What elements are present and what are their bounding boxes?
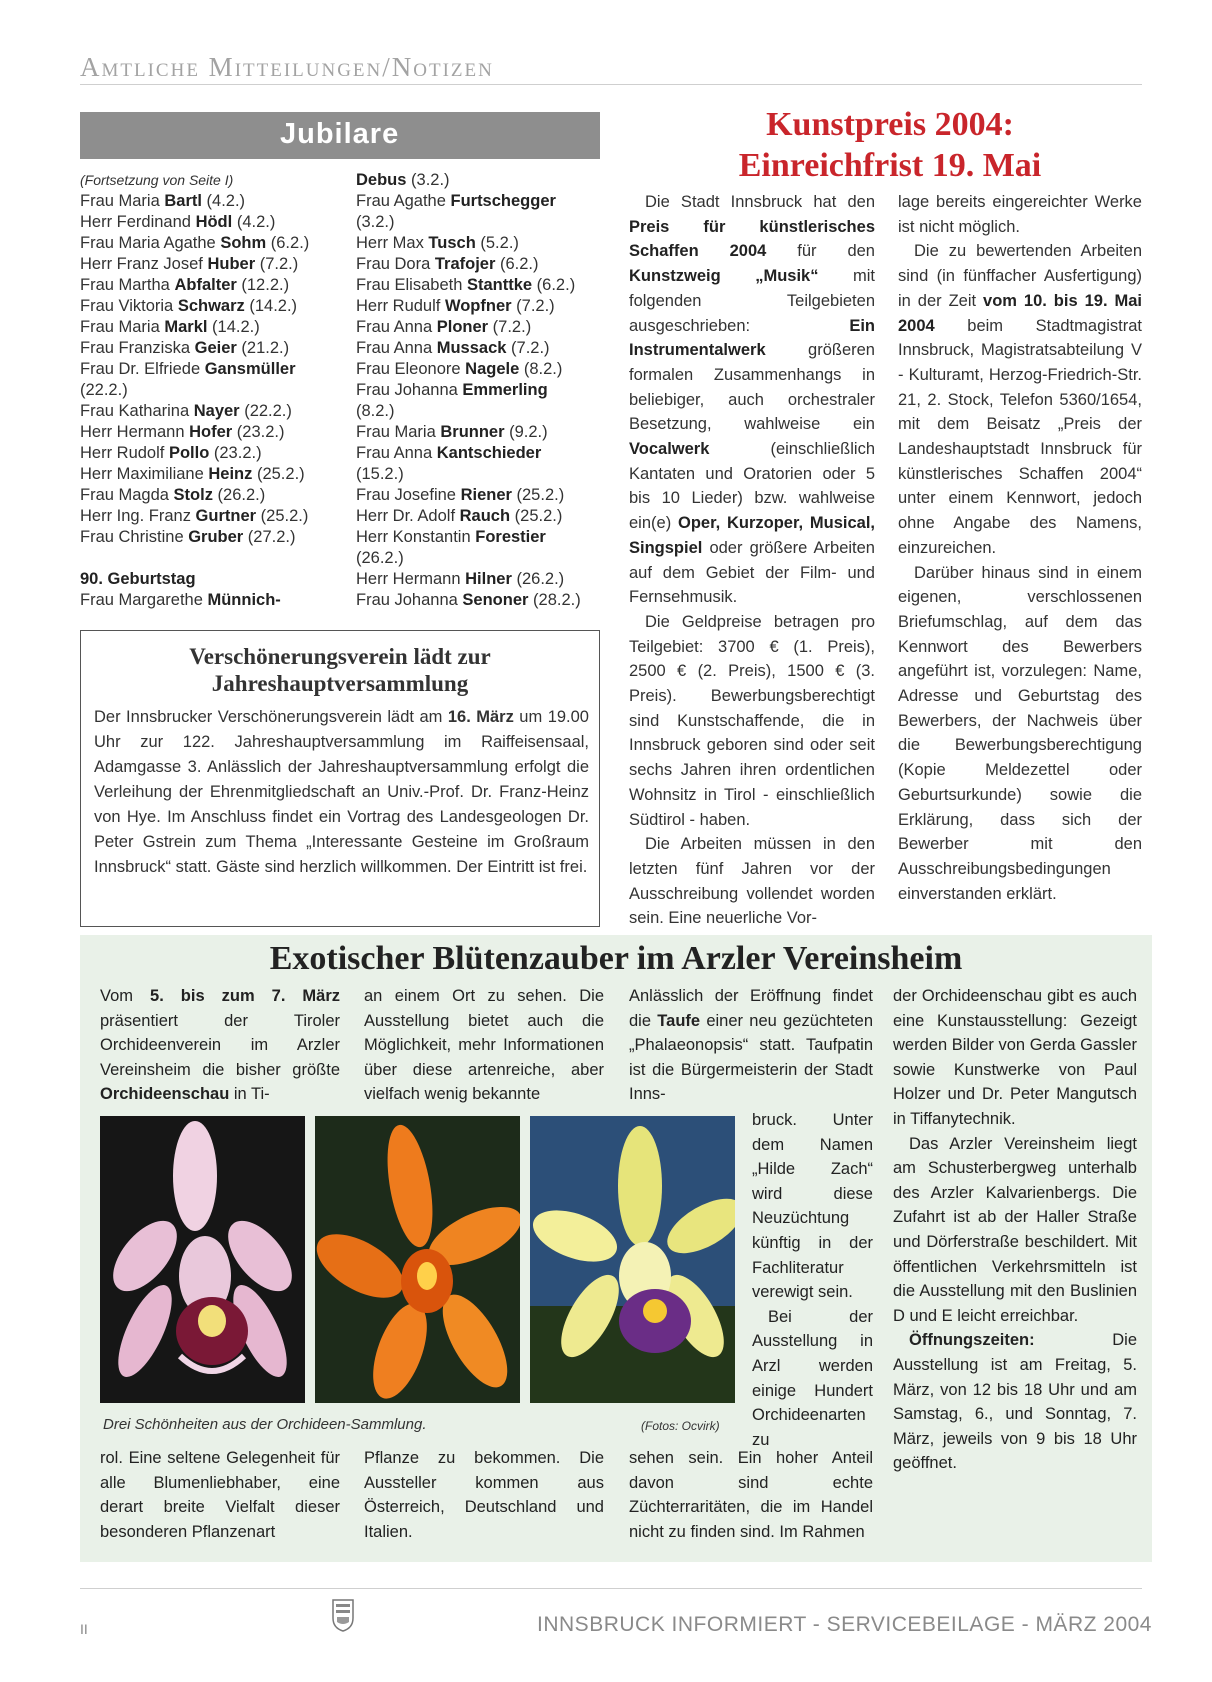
emphasis-text: Oper, Kurzoper, Musical, Singspiel (629, 514, 875, 557)
kunstpreis-column-1 (629, 190, 875, 931)
jubilar-surname: Mussack (436, 339, 507, 357)
orchid-text-col3-top (629, 984, 873, 1107)
jubilare-title: Jubilare (280, 118, 400, 150)
jubilar-entry: Herr Maximiliane Heinz (25.2.) (80, 465, 305, 483)
jubilar-surname: Kantschieder (436, 444, 542, 462)
jubilar-entry: Frau Maria Bartl (4.2.) (80, 192, 246, 210)
verein-title-line1: Verschönerungsverein lädt zur (189, 644, 491, 669)
jubilar-entry: Herr Ing. Franz Gurtner (25.2.) (80, 507, 309, 525)
kunstpreis-title-line2: Einreichfrist 19. Mai (738, 147, 1042, 184)
emphasis-text: Preis für künstlerisches Schaffen 2004 (629, 217, 875, 261)
jubilar-surname: Gruber (188, 528, 244, 546)
jubilar-entry: Herr Rudolf Pollo (23.2.) (80, 444, 262, 462)
jubilar-entry: Herr Dr. Adolf Rauch (25.2.) (356, 507, 563, 525)
orchid-photo-orange (315, 1116, 520, 1403)
jubilar-entry: Herr Rudulf Wopfner (7.2.) (356, 297, 555, 315)
kunstpreis-paragraph-6: Darüber hinaus sind in einem eigenen, verschlossenen Briefumschlag, auf dem das Kennwort des Bewerbers angeführt ist, vorzulegen: Name, Adresse und Geburtstag des Bewerbers, der Nachweis über die Bewerbungsberechtigung (Kopie Meldezettel oder Geburtsurkunde) sowie die Erklärung, dass sich der Bewerber mit den Ausschreibungsbedingungen einverstanden erklärt. (898, 563, 1142, 903)
jubilar-surname: Stanttke (466, 276, 533, 294)
body-text: Die zu bewertenden Arbeiten sind (in fünffacher Ausfertigung) in der Zeit (898, 242, 1142, 310)
photo-caption: Drei Schönheiten aus der Orchideen-Sammlung. (103, 1416, 427, 1433)
jubilar-entry: Frau Johanna Senoner (28.2.) (356, 591, 581, 609)
jubilar-surname: Abfalter (174, 276, 237, 294)
orchid-text-col2-top: an einem Ort zu sehen. Die Ausstellung bietet auch die Möglichkeit, mehr Informationen über diese artenreiche, aber vielfach wenig bekannte (364, 987, 604, 1104)
jubilar-surname: Hofer (189, 423, 233, 441)
jubilar-surname: Emmerling (462, 381, 548, 399)
jubilar-surname: Stolz (173, 486, 213, 504)
verein-body-a: Der Innsbrucker Verschönerungsverein lädt am (94, 708, 448, 726)
kunstpreis-column-2 (898, 190, 1142, 906)
verein-body-c: um 19.00 Uhr zur 122. Jahreshauptversammlung im Raiffeisensaal, Adamgasse 3. Anlässlich der Jahreshauptversammlung erfolgt die Verleihung der Ehrenmitgliedschaft an Univ.-Prof. Dr. Franz-Heinz von Hye. Im Anschluss findet ein Vortrag des Landesgeologen Dr. Peter Gstrein zum Thema „Interessante Gesteine im Großraum Innsbruck“ statt. Gäste sind herzlich willkommen. Der Eintritt ist frei. (94, 708, 589, 876)
jubilar-entry: Frau Magda Stolz (26.2.) (80, 486, 266, 504)
jubilar-surname: Ploner (436, 318, 489, 336)
jubilar-entry: Frau Martha Abfalter (12.2.) (80, 276, 290, 294)
jubilar-entry: Frau Christine Gruber (27.2.) (80, 528, 296, 546)
photo-credit: (Fotos: Ocvirk) (641, 1419, 720, 1433)
jubilar-entry: Herr Franz Josef Huber (7.2.) (80, 255, 299, 273)
jubilar-surname: Brunner (440, 423, 505, 441)
body-text: Anlässlich der Eröffnung findet die (629, 987, 873, 1030)
jubilar-surname: Huber (207, 255, 256, 273)
body-text: Vom (100, 987, 151, 1005)
orchid-hilde-zach-paragraph: bruck. Unter dem Namen „Hilde Zach“ wird diese Neuzüchtung künftig in der Fachliteratur verewigt sein. (752, 1111, 873, 1302)
emphasis-text: vom 10. bis 19. Mai 2004 (898, 291, 1142, 335)
verein-body (94, 705, 589, 880)
jubilar-entry: Frau Anna Mussack (7.2.) (356, 339, 550, 357)
jubilar-entry: (22.2.) (80, 381, 128, 399)
jubilar-entry: (26.2.) (356, 549, 404, 567)
orchid-text-col1-bottom: rol. Eine seltene Gelegenheit für alle Blumenliebhaber, eine derart breite Vielfalt dieser besonderen Pflanzenart (100, 1449, 340, 1541)
jubilar-surname: Tusch (428, 234, 476, 252)
city-crest-icon (331, 1598, 355, 1632)
orchid-kunstausstellung-paragraph: der Orchideenschau gibt es auch eine Kunstausstellung: Gezeigt werden Bilder von Gerda Gassler sowie Kunstwerke von Paul Holzer und Dr. Peter Mangutsch in Tiffanytechnik. (893, 987, 1137, 1128)
jubilar-entry: (3.2.) (356, 213, 395, 231)
jubilar-entry: Frau Franziska Geier (21.2.) (80, 339, 290, 357)
emphasis-text: Kunstzweig „Musik“ (629, 267, 819, 286)
verein-box (80, 630, 600, 927)
orchid-anfahrt-paragraph: Das Arzler Vereinsheim liegt am Schusterbergweg unterhalb des Arzler Kalvarienbergs. Die Zufahrt ist ab der Haller Straße und Dörferstraße beschildert. Mit öffentlichen Verkehrsmitteln ist die Ausstellung mit den Buslinien D und E leicht erreichbar. (893, 1134, 1137, 1325)
body-text: präsentiert der Tiroler Orchideenverein im Arzler Vereinsheim die bisher größte (100, 1011, 340, 1079)
jubilar-surname: Hilner (465, 570, 512, 588)
orchid-ausstellung-paragraph: Bei der Ausstellung in Arzl werden einige Hundert Orchideenarten zu (752, 1307, 873, 1449)
orchid-oeffnungszeiten-paragraph (893, 1328, 1137, 1476)
jubilar-surname: Münnich- (207, 591, 281, 609)
jubilar-surname: Senoner (462, 591, 529, 609)
jubilar-entry: Frau Dr. Elfriede Gansmüller (80, 360, 296, 378)
verein-title-line2: Jahreshauptversammlung (211, 671, 469, 696)
emphasis-text: 5. bis zum 7. März (150, 987, 340, 1005)
kunstpreis-paragraph-5 (898, 239, 1142, 560)
body-text: beim Stadtmagistrat Innsbruck, Magistratsabteilung V - Kulturamt, Herzog-Friedrich-Str. 21, 2. Stock, Telefon 5360/1654, mit dem Beisatz „Preis der Landeshauptstadt Innsbruck für künstlerisches Schaffen 2004“ unter einem Kennwort, jedoch ohne Angabe des Namens, einzureichen. (898, 316, 1142, 557)
section-header: Amtliche Mitteilungen/Notizen (80, 52, 494, 82)
orchid-text-col2-bottom: Pflanze zu bekommen. Die Aussteller kommen aus Österreich, Deutschland und Italien. (364, 1449, 604, 1541)
jubilar-surname: Trafojer (434, 255, 496, 273)
jubilar-surname: Markl (164, 318, 208, 336)
emphasis-text: Vocalwerk (629, 440, 710, 459)
jubilar-surname: Bartl (164, 192, 202, 210)
body-text: einer neu gezüchteten „Phalaeonopsis“ statt. Taufpatin ist die Bürgermeisterin der Stadt Inns- (629, 1011, 873, 1104)
orchid-text-col3-narrow (752, 1108, 873, 1452)
verein-title (81, 643, 599, 697)
jubilar-entry: Frau Josefine Riener (25.2.) (356, 486, 565, 504)
body-text: mit folgenden Teilgebieten ausgeschrieben: (629, 267, 875, 335)
jubilar-surname: Rauch (459, 507, 511, 525)
jubilar-entry: Frau Viktoria Schwarz (14.2.) (80, 297, 298, 315)
kunstpreis-paragraph-1 (629, 190, 875, 610)
jubilar-entry: Frau Maria Brunner (9.2.) (356, 423, 548, 441)
jubilar-entry: Herr Max Tusch (5.2.) (356, 234, 519, 252)
jubilar-surname: Furtschegger (450, 192, 556, 210)
jubilar-entry: Frau Anna Kantschieder (356, 444, 542, 462)
jubilar-entry: Frau Agathe Furtschegger (356, 192, 556, 210)
jubilar-entry (80, 569, 350, 590)
jubilar-surname: Forestier (475, 528, 546, 546)
jubilar-surname: 90. Geburtstag (80, 570, 196, 588)
jubilare-column-2 (356, 170, 606, 611)
kunstpreis-paragraph-2: Die Geldpreise betragen pro Teilgebiet: 3700 € (1. Preis), 2500 € (2. Preis), 1500 € (3. Preis). Bewerbungsberechtigt sind Kunstschaffende, die in Innsbruck geboren sind oder seit sechs Jahren ihren ordentlichen Wohnsitz in Tirol - einschließlich Südtirol - haben. (629, 612, 875, 829)
orchid-text-col4 (893, 984, 1137, 1476)
jubilare-column-1 (80, 170, 350, 611)
emphasis-text: Orchideenschau (100, 1085, 230, 1104)
jubilar-entry: Frau Maria Agathe Sohm (6.2.) (80, 234, 310, 252)
orchid-photo-yellow (530, 1116, 735, 1403)
page-number: II (80, 1621, 88, 1637)
oeffnungszeiten-label: Öffnungszeiten: (909, 1331, 1035, 1350)
kunstpreis-title-line1: Kunstpreis 2004: (766, 106, 1014, 143)
header-rule (80, 84, 1142, 85)
jubilar-entry: Frau Dora Trafojer (6.2.) (356, 255, 539, 273)
kunstpreis-title (640, 104, 1140, 186)
jubilar-entry: Frau Anna Ploner (7.2.) (356, 318, 532, 336)
orchid-photo-pink (100, 1116, 305, 1403)
jubilar-entry: Frau Katharina Nayer (22.2.) (80, 402, 292, 420)
jubilar-entry: Frau Maria Markl (14.2.) (80, 318, 260, 336)
jubilar-surname: Wopfner (444, 297, 512, 315)
footer-rule (80, 1588, 1142, 1589)
emphasis-text: Ein Instrumentalwerk (629, 316, 875, 360)
jubilar-surname: Debus (356, 171, 407, 189)
jubilar-entry: Frau Elisabeth Stanttke (6.2.) (356, 276, 576, 294)
jubilar-surname: Hödl (195, 213, 233, 231)
body-text: in Ti- (229, 1085, 270, 1104)
body-text: (einschließlich Kantaten und Oratorien oder 5 bis 10 Lieder) bzw. wahlweise ein(e) (629, 440, 875, 533)
jubilar-entry: Herr Hermann Hilner (26.2.) (356, 570, 565, 588)
jubilar-entry: Herr Konstantin Forestier (356, 528, 546, 546)
jubilar-surname: Sohm (220, 234, 267, 252)
jubilar-entry: Herr Ferdinand Hödl (4.2.) (80, 213, 276, 231)
body-text: für den (766, 242, 875, 261)
jubilar-surname: Pollo (168, 444, 210, 462)
orchid-text-col1-top (100, 984, 340, 1107)
jubilar-surname: Gurtner (195, 507, 257, 525)
jubilar-surname: Nagele (465, 360, 520, 378)
publication-footer: INNSBRUCK INFORMIERT - SERVICEBEILAGE - MÄRZ 2004 (537, 1613, 1152, 1636)
jubilar-surname: Geier (194, 339, 237, 357)
jubilar-entry: (8.2.) (356, 402, 395, 420)
orchid-text-col3-bottom: sehen sein. Ein hoher Anteil davon sind echte Züchterraritäten, die im Handel nicht zu finden sind. Im Rahmen (629, 1449, 873, 1541)
jubilar-surname: Gansmüller (204, 360, 296, 378)
oeffnungszeiten-text: Die Ausstellung ist am Freitag, 5. März, von 12 bis 18 Uhr und am Samstag, 6., und Sonntag, 7. März, jeweils von 9 bis 18 Uhr geöffnet. (893, 1331, 1137, 1473)
emphasis-text: Taufe (657, 1011, 701, 1030)
body-text: größeren formalen Zusammenhangs in beliebiger, auch orchestraler Besetzung, wahlweise ein (629, 341, 875, 434)
jubilar-surname: Heinz (208, 465, 253, 483)
kunstpreis-paragraph-4: lage bereits eingereichter Werke ist nicht möglich. (898, 193, 1142, 236)
jubilar-entry: Frau Margarethe Münnich- (80, 591, 281, 609)
jubilar-surname: Schwarz (177, 297, 245, 315)
jubilar-entry: (Fortsetzung von Seite I) (80, 172, 234, 188)
orchid-title: Exotischer Blütenzauber im Arzler Vereinsheim (269, 940, 963, 977)
jubilar-surname: Nayer (193, 402, 240, 420)
jubilare-banner (80, 112, 600, 159)
body-text: oder größere Arbeiten auf dem Gebiet der Film- und Fernsehmusik. (629, 538, 875, 607)
jubilar-entry: (15.2.) (356, 465, 404, 483)
jubilar-entry: Frau Eleonore Nagele (8.2.) (356, 360, 563, 378)
kunstpreis-paragraph-3: Die Arbeiten müssen in den letzten fünf Jahren vor der Ausschreibung vollendet worden sein. Eine neuerliche Vor- (629, 835, 875, 928)
list-spacer (80, 548, 350, 569)
jubilar-surname: Riener (460, 486, 512, 504)
jubilar-entry: Debus (3.2.) (356, 171, 450, 189)
body-text: Die Stadt Innsbruck hat den (645, 193, 875, 211)
jubilar-entry: Frau Johanna Emmerling (356, 381, 548, 399)
verein-date: 16. März (447, 708, 514, 726)
jubilar-entry: Herr Hermann Hofer (23.2.) (80, 423, 285, 441)
